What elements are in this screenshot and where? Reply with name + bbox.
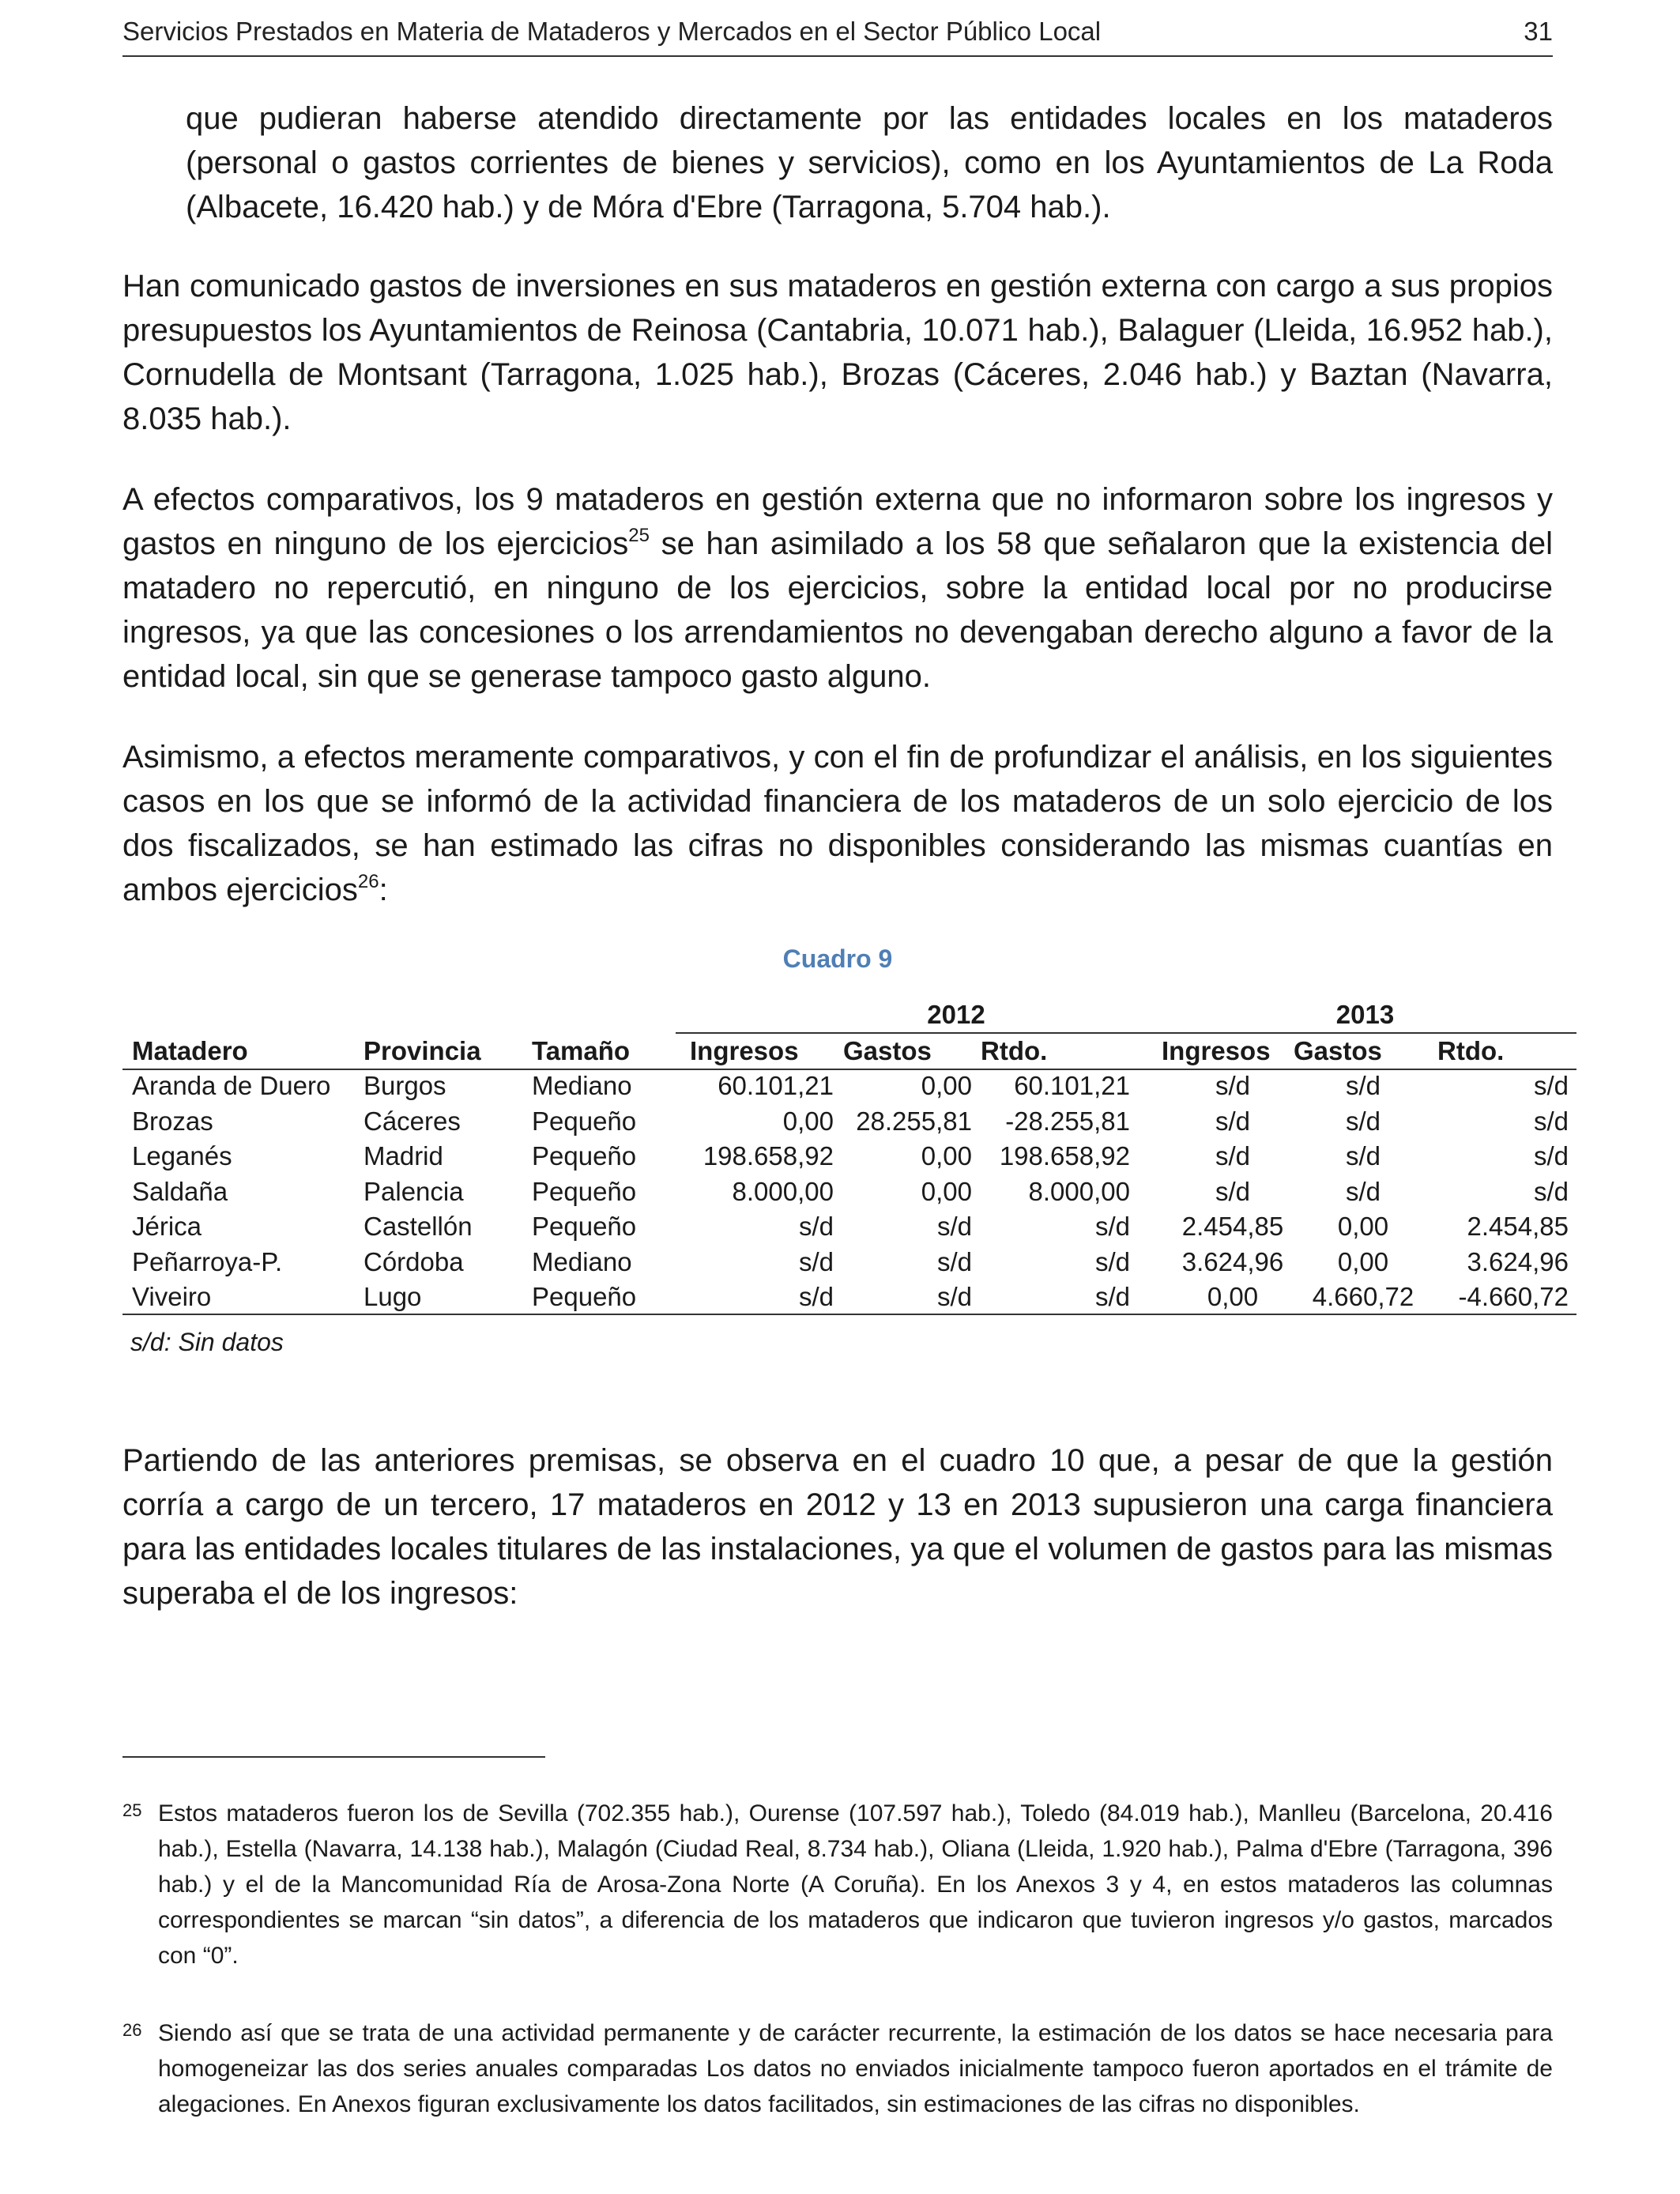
cell-ingresos-2012: s/d — [798, 1212, 834, 1241]
cell-tamano: Mediano — [532, 1246, 632, 1276]
cell-rtdo-2013: s/d — [1533, 1071, 1569, 1100]
footnote-26 — [122, 2015, 1553, 2173]
cell-gastos-2013: s/d — [1345, 1176, 1381, 1206]
cell-provincia: Cáceres — [363, 1106, 461, 1136]
cell-ingresos-2012: s/d — [798, 1246, 834, 1276]
paragraph-3-part-b: se han asimilado a los 58 que señalaron que la existencia del matadero no repercutió, en ninguno de los ejercicios, sobre la entidad local por no producirse ingresos, ya que las concesiones o los arrendamientos no devengaban derecho alguno a favor de la entidad local, sin que se generase tampoco gasto alguno. — [122, 526, 1553, 694]
cell-ingresos-2012: 0,00 — [782, 1106, 834, 1136]
cell-rtdo-2013: s/d — [1533, 1141, 1569, 1171]
col-header-matadero: Matadero — [132, 1036, 248, 1065]
paragraph-3-part-a: A efectos comparativos, los 9 mataderos en gestión externa que no informaron sobre los ingresos y gastos en ninguno de los ejercicios — [122, 482, 1553, 561]
paragraph-4-part-b: : — [379, 873, 388, 907]
paragraph-4 — [122, 735, 1553, 912]
cell-tamano: Pequeño — [532, 1106, 637, 1136]
cell-matadero: Viveiro — [132, 1282, 212, 1311]
cell-rtdo-2012: 198.658,92 — [999, 1141, 1130, 1171]
paragraph-4-part-a: Asimismo, a efectos meramente comparativos, y con el fin de profundizar el análisis, en los siguientes casos en los que se informó de la actividad financiera de los mataderos de un solo ejercicio de los dos fiscalizados, se han estimado las cifras no disponibles considerando las mismas cuantías en ambos ejercicios — [122, 740, 1553, 907]
cell-tamano: Pequeño — [532, 1141, 637, 1171]
footnote-separator — [122, 1756, 545, 1758]
cell-ingresos-2013: s/d — [1215, 1106, 1251, 1136]
cell-provincia: Burgos — [363, 1071, 446, 1100]
cell-rtdo-2013: 3.624,96 — [1467, 1246, 1569, 1276]
cell-gastos-2012: 0,00 — [921, 1141, 972, 1171]
footnote-text: Estos mataderos fueron los de Sevilla (702.355 hab.), Ourense (107.597 hab.), Toledo (84.019 hab.), Manlleu (Barcelona, 20.416 hab.), Estella (Navarra, 14.138 hab.), Malagón (Ciudad Real, 8.734 hab.), Oliana (Lleida, 1.920 hab.), Palma d'Ebre (Tarragona, 396 hab.) y el de la Mancomunidad Ría de Arosa-Zona Norte (A Coruña). En los Anexos 3 y 4, en estos mataderos las columnas correspondientes se marcan “sin datos”, a diferencia de los mataderos que indicaron que tuvieron ingresos y/o gastos, marcados con “0”. — [158, 1800, 1553, 1969]
cell-rtdo-2013: 2.454,85 — [1467, 1212, 1569, 1241]
cell-matadero: Leganés — [132, 1141, 232, 1171]
col-header-gastos-2013: Gastos — [1294, 1036, 1382, 1065]
paragraph-2: Han comunicado gastos de inversiones en sus mataderos en gestión externa con cargo a sus propios presupuestos los Ayuntamientos de Reinosa (Cantabria, 10.071 hab.), Balaguer (Lleida, 16.952 hab.), Cornudella de Montsant (Tarragona, 1.025 hab.), Brozas (Cáceres, 2.046 hab.) y Baztan (Navarra, 8.035 hab.). — [122, 269, 1553, 436]
col-header-rtdo-2012: Rtdo. — [981, 1036, 1048, 1065]
footnote-25 — [122, 1796, 1553, 1985]
cell-matadero: Brozas — [132, 1106, 213, 1136]
cell-provincia: Castellón — [363, 1212, 473, 1241]
col-header-ingresos-2012: Ingresos — [690, 1036, 799, 1065]
cell-ingresos-2013: s/d — [1215, 1176, 1251, 1206]
col-header-tamano: Tamaño — [532, 1036, 631, 1065]
footnote-number: 26 — [122, 2020, 142, 2040]
cell-rtdo-2013: s/d — [1533, 1176, 1569, 1206]
cell-ingresos-2012: 198.658,92 — [703, 1141, 834, 1171]
cell-gastos-2013: 0,00 — [1337, 1212, 1389, 1241]
paragraph-3 — [122, 477, 1553, 699]
cell-ingresos-2013: 2.454,85 — [1181, 1212, 1284, 1241]
table-caption: Cuadro 9 — [782, 944, 893, 973]
table-note: s/d: Sin datos — [130, 1328, 284, 1356]
bottom-rule — [122, 1314, 1576, 1315]
year-header-2013: 2013 — [1335, 1000, 1395, 1029]
footnote-text: Siendo así que se trata de una actividad permanente y de carácter recurrente, la estimación de los datos se hace necesaria para homogeneizar las dos series anuales comparadas Los datos no enviados inicialmente tampoco fueron aportados en el trámite de alegaciones. En Anexos figuran exclusivamente los datos facilitados, sin estimaciones de las cifras no disponibles. — [158, 2020, 1553, 2117]
cell-ingresos-2013: s/d — [1215, 1141, 1251, 1171]
cell-provincia: Madrid — [363, 1141, 443, 1171]
cell-tamano: Pequeño — [532, 1282, 637, 1311]
cell-provincia: Palencia — [363, 1176, 464, 1206]
cell-gastos-2012: 0,00 — [921, 1176, 972, 1206]
cell-tamano: Pequeño — [532, 1212, 637, 1241]
cell-matadero: Saldaña — [132, 1176, 228, 1206]
cell-gastos-2013: 0,00 — [1337, 1246, 1389, 1276]
cell-provincia: Lugo — [363, 1282, 422, 1311]
col-header-ingresos-2013: Ingresos — [1162, 1036, 1271, 1065]
cell-matadero: Aranda de Duero — [132, 1071, 331, 1100]
cell-ingresos-2012: 8.000,00 — [732, 1176, 834, 1206]
cell-gastos-2012: s/d — [936, 1212, 972, 1241]
cell-ingresos-2013: 0,00 — [1207, 1282, 1259, 1311]
paragraph-1: que pudieran haberse atendido directamente por las entidades locales en los mataderos (personal o gastos corrientes de bienes y servicios), como en los Ayuntamientos de La Roda (Albacete, 16.420 hab.) y de Móra d'Ebre (Tarragona, 5.704 hab.). — [186, 101, 1553, 224]
page-header — [122, 14, 1553, 57]
cell-ingresos-2012: s/d — [798, 1282, 834, 1311]
cell-ingresos-2013: s/d — [1215, 1071, 1251, 1100]
cell-gastos-2012: s/d — [936, 1282, 972, 1311]
page-number: 31 — [1524, 17, 1553, 46]
cell-tamano: Mediano — [532, 1071, 632, 1100]
cell-matadero: Jérica — [132, 1212, 202, 1241]
cell-rtdo-2013: -4.660,72 — [1458, 1282, 1569, 1311]
col-header-gastos-2012: Gastos — [843, 1036, 932, 1065]
cell-ingresos-2013: 3.624,96 — [1181, 1246, 1284, 1276]
paragraph-5: Partiendo de las anteriores premisas, se observa en el cuadro 10 que, a pesar de que la gestión corría a cargo de un tercero, 17 mataderos en 2012 y 13 en 2013 supusieron una carga financiera para las entidades locales titulares de las instalaciones, ya que el volumen de gastos para las mismas superaba el de los ingresos: — [122, 1443, 1553, 1611]
cell-ingresos-2012: 60.101,21 — [718, 1071, 834, 1100]
cell-provincia: Córdoba — [363, 1246, 464, 1276]
year-header-2012: 2012 — [927, 1000, 985, 1029]
cell-gastos-2013: s/d — [1345, 1141, 1381, 1171]
cell-matadero: Peñarroya-P. — [132, 1246, 283, 1276]
cell-rtdo-2012: s/d — [1094, 1282, 1130, 1311]
cell-rtdo-2013: s/d — [1533, 1106, 1569, 1136]
footnote-ref-25[interactable]: 25 — [628, 525, 650, 546]
col-header-rtdo-2013: Rtdo. — [1437, 1036, 1505, 1065]
col-header-provincia: Provincia — [363, 1036, 481, 1065]
cell-tamano: Pequeño — [532, 1176, 637, 1206]
cell-gastos-2012: 28.255,81 — [856, 1106, 972, 1136]
cell-rtdo-2012: s/d — [1094, 1246, 1130, 1276]
cell-rtdo-2012: 8.000,00 — [1028, 1176, 1130, 1206]
footnote-ref-26[interactable]: 26 — [357, 871, 379, 892]
cell-rtdo-2012: 60.101,21 — [1014, 1071, 1130, 1100]
cell-gastos-2013: s/d — [1345, 1106, 1381, 1136]
cell-rtdo-2012: -28.255,81 — [1005, 1106, 1130, 1136]
cell-rtdo-2012: s/d — [1094, 1212, 1130, 1241]
footnote-number: 25 — [122, 1800, 142, 1820]
cell-gastos-2012: 0,00 — [921, 1071, 972, 1100]
cell-gastos-2013: s/d — [1345, 1071, 1381, 1100]
cell-gastos-2012: s/d — [936, 1246, 972, 1276]
cell-gastos-2013: 4.660,72 — [1312, 1282, 1414, 1311]
header-title: Servicios Prestados en Materia de Mataderos y Mercados en el Sector Público Local — [122, 17, 1102, 46]
